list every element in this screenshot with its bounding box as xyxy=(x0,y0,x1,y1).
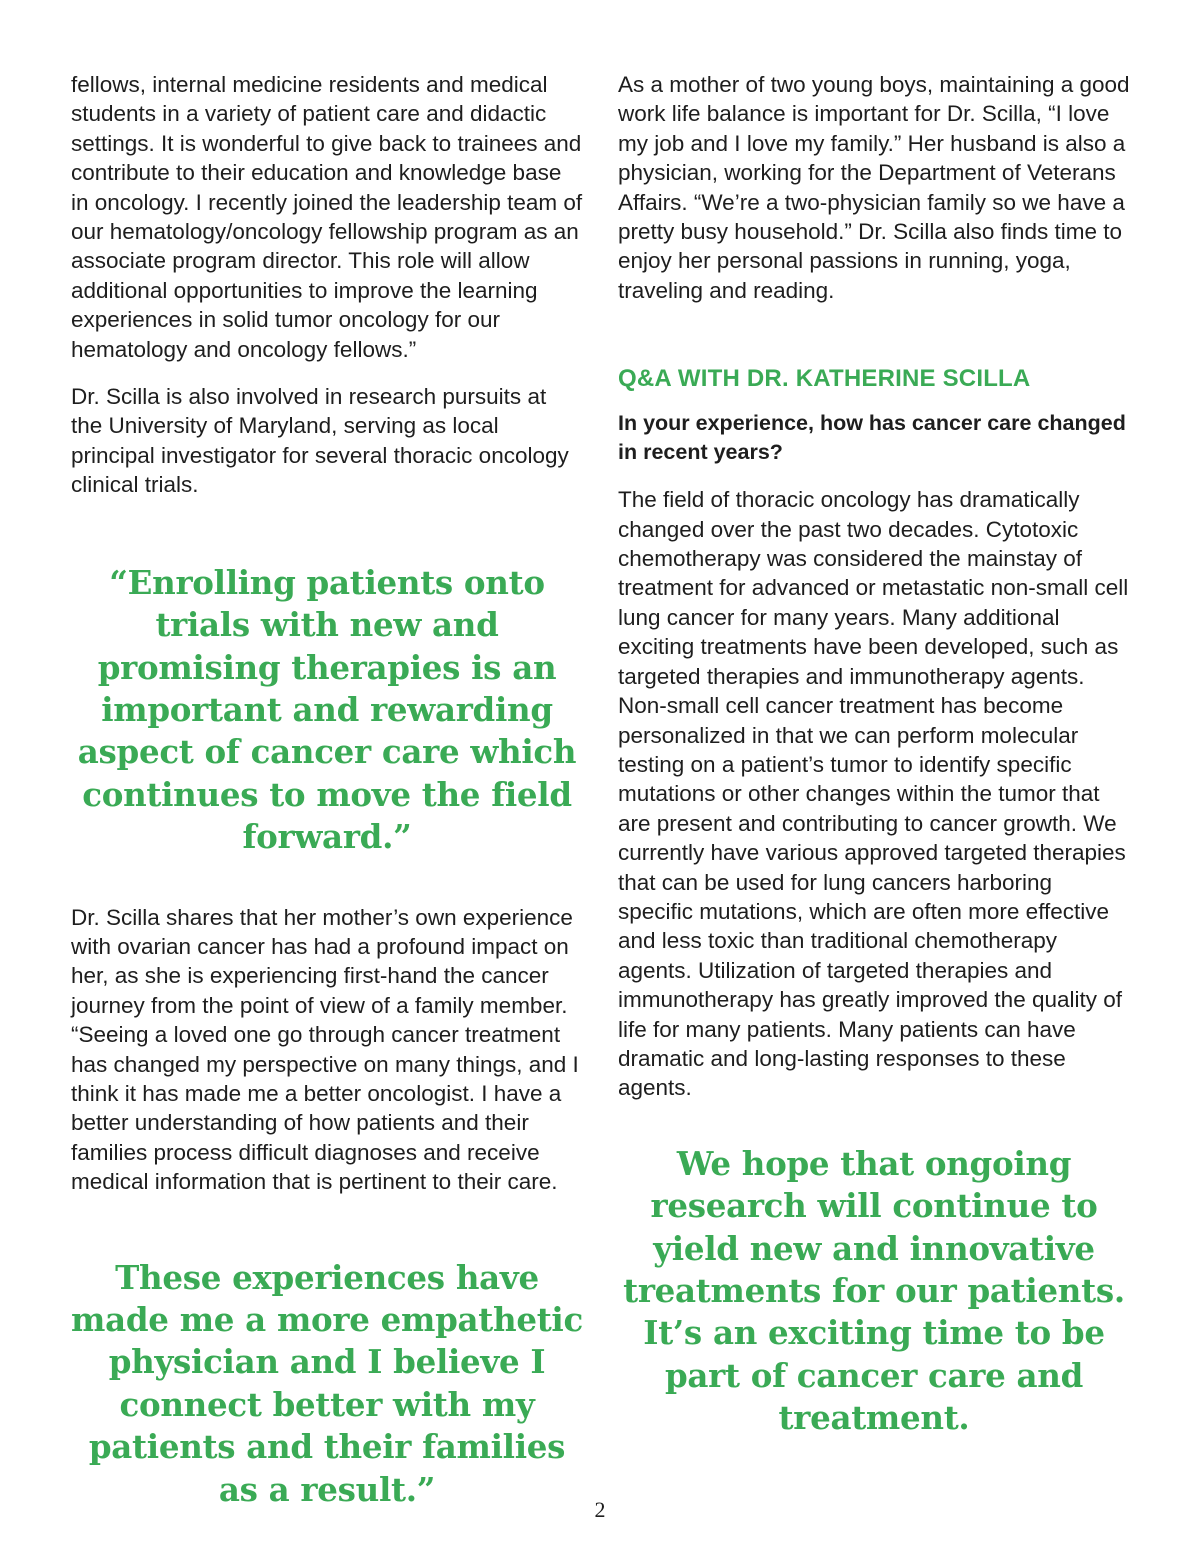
body-paragraph: As a mother of two young boys, maintaining a good work life balance is important for Dr. Scilla, “I love my job and I love my family.” Her husband is also a physician, working for the Department of Veterans Affairs. “We’re a two-physician family so we have a pretty busy household.” Dr. Scilla also finds time to enjoy her personal passions in running, yoga, traveling and reading. xyxy=(618,72,1130,303)
section-heading: Q&A WITH DR. KATHERINE SCILLA xyxy=(618,365,1031,393)
body-paragraph: Dr. Scilla is also involved in research pursuits at the University of Maryland, serving as local principal investigator for several thoracic oncology clinical trials. xyxy=(71,384,569,498)
pull-quote: We hope that ongoing research will continue to yield new and innovative treatments for our patients. It’s an exciting time to be part of cancer care and treatment. xyxy=(623,1143,1125,1438)
interview-answer: The field of thoracic oncology has dramatically changed over the past two decades. Cytotoxic chemotherapy was considered the mainstay of treatment for advanced or metastatic non-small cell lung cancer for many years. Many additional exciting treatments have been developed, such as targeted therapies and immunotherapy agents. Non-small cell cancer treatment has become personalized in that we can perform molecular testing on a patient’s tumor to identify specific mutations or other changes within the tumor that are present and contributing to cancer growth. We currently have various approved targeted therapies that can be used for lung cancers harboring specific mutations, which are often more effective and less toxic than traditional chemotherapy agents. Utilization of targeted therapies and immunotherapy has greatly improved the quality of life for many patients. Many patients can have dramatic and long-lasting responses to these agents. xyxy=(618,487,1129,1101)
interview-question: In your experience, how has cancer care changed in recent years? xyxy=(618,411,1126,465)
pull-quote: “Enrolling patients onto trials with new and promising therapies is an important and rewarding aspect of cancer care which continues to move the field forward.” xyxy=(77,562,577,857)
body-paragraph: Dr. Scilla shares that her mother’s own experience with ovarian cancer has had a profound impact on her, as she is experiencing first-hand the cancer journey from the point of view of a family member. “Seeing a loved one go through cancer treatment has changed my perspective on many things, and I think it has made me a better oncologist. I have a better understanding of how patients and their families process difficult diagnoses and receive medical information that is pertinent to their care. xyxy=(71,904,579,1195)
pull-quote: These experiences have made me a more empathetic physician and I believe I connect better with my patients and their families as a result.” xyxy=(71,1257,583,1509)
body-paragraph: fellows, internal medicine residents and medical students in a variety of patient care and didactic settings. It is wonderful to give back to trainees and contribute to their education and knowledge base in oncology. I recently joined the leadership team of our hematology/oncology fellowship program as an associate program director. This role will allow additional opportunities to improve the learning experiences in solid tumor oncology for our hematology and oncology fellows.” xyxy=(71,72,583,362)
left-column xyxy=(71,70,583,1511)
right-column xyxy=(618,70,1130,1440)
page-number: 2 xyxy=(594,1497,606,1522)
